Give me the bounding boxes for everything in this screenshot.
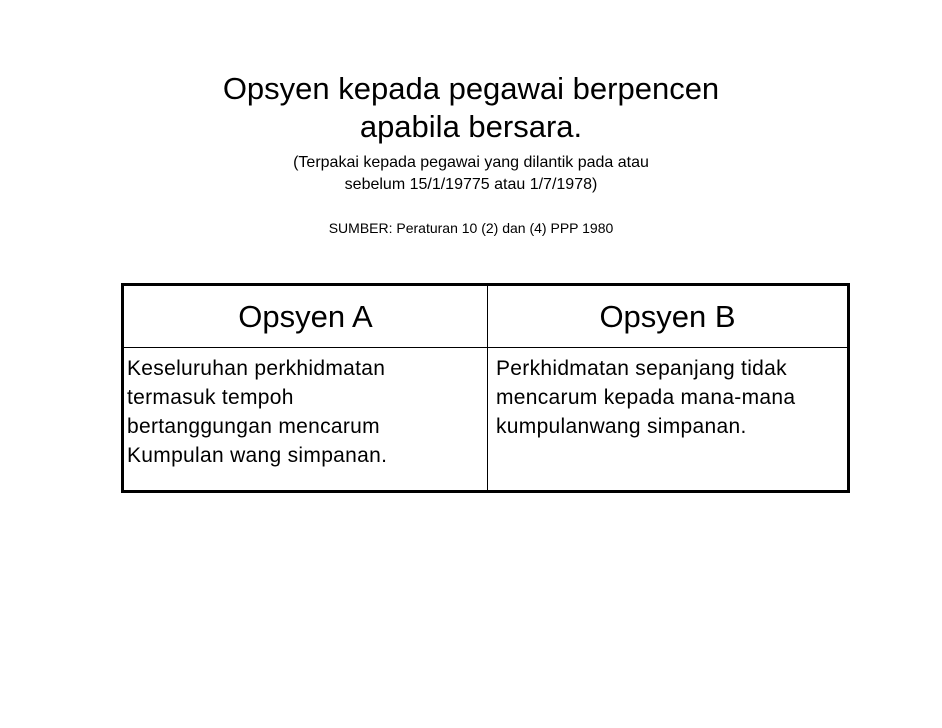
source-reference: SUMBER: Peraturan 10 (2) dan (4) PPP 1980 [328,220,614,236]
header-option-b: Opsyen B [488,286,847,348]
header-option-a: Opsyen A [124,286,488,348]
page-title-line-2: apabila bersara. [359,109,583,144]
title-block [0,70,942,196]
subtitle [0,152,942,196]
cell-option-b: Perkhidmatan sepanjang tidak mencarum kepada mana-mana kumpulanwang simpanan. [496,357,796,438]
cell-option-a: Keseluruhan perkhidmatan termasuk tempoh bertanggungan mencarum Kumpulan wang simpanan. [124,348,488,490]
options-table [121,283,850,493]
page-title-line-1: Opsyen kepada pegawai berpencen [222,71,720,106]
subtitle-line-1: (Terpakai kepada pegawai yang dilantik pada atau [293,154,649,171]
subtitle-line-2: sebelum 15/1/19775 atau 1/7/1978) [344,176,598,193]
